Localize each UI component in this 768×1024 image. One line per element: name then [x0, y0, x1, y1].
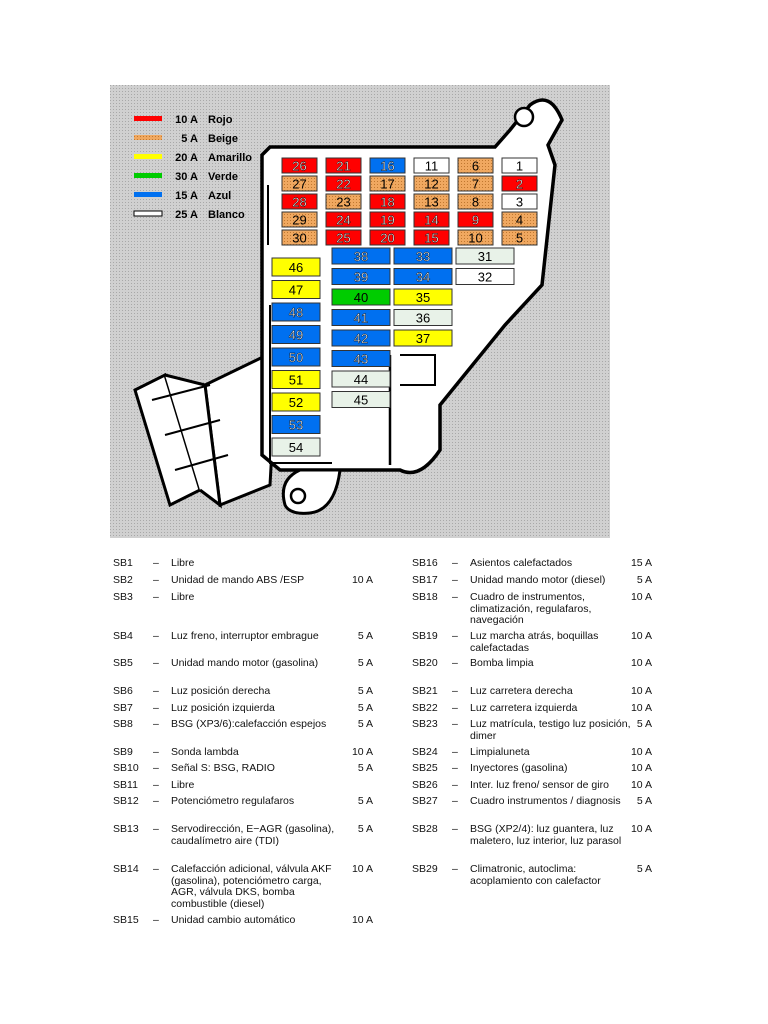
- fuse-number: 4: [515, 212, 524, 228]
- fuse-amperage: 10 A: [630, 591, 652, 603]
- fuse-description: Asientos calefactados: [470, 557, 573, 569]
- fuse-number: 1: [515, 158, 524, 174]
- fuse-code: SB11: [113, 779, 138, 791]
- fuse-description: Unidad cambio automático: [171, 914, 296, 926]
- legend-color-name: Rojo: [208, 114, 233, 126]
- fuse-code: SB22: [412, 702, 438, 714]
- fuse-amperage: 5 A: [636, 795, 652, 807]
- separator-dash: –: [153, 823, 159, 835]
- fuse-number: 3: [515, 194, 524, 210]
- fuse-number: 9: [471, 212, 480, 228]
- separator-dash: –: [153, 574, 159, 586]
- separator-dash: –: [153, 718, 159, 730]
- fuse-code: SB2: [113, 574, 133, 586]
- separator-dash: –: [153, 557, 159, 569]
- fuse-number: 39: [353, 269, 369, 285]
- fuse-number: 44: [353, 372, 369, 387]
- fuse-amperage: 10 A: [351, 574, 373, 586]
- fuse-code: SB18: [412, 591, 438, 603]
- fuse-number: 13: [424, 194, 439, 210]
- fuse-amperage: 5 A: [636, 863, 652, 875]
- fuse-number: 14: [424, 212, 439, 228]
- fuse-number: 28: [292, 194, 307, 210]
- fuse-amperage: 5 A: [357, 685, 373, 697]
- fuse-description: Calefacción adicional, válvula AKF (gasolina), potenciómetro carga, AGR, válvula DKS, bomba combustible (diesel): [171, 863, 332, 910]
- separator-dash: –: [452, 795, 458, 807]
- fuse-number: 16: [380, 158, 395, 174]
- fuse-code: SB16: [412, 557, 438, 569]
- fuse-number: 18: [380, 194, 395, 210]
- fuse-number: 45: [353, 392, 369, 408]
- fuse-number: 47: [288, 282, 304, 298]
- fuse-amperage: 5 A: [357, 823, 373, 835]
- fuse-number: 35: [415, 290, 431, 305]
- fuse-number: 29: [292, 212, 307, 228]
- fuse-amperage: 10 A: [351, 863, 373, 875]
- fuse-description: Bomba limpia: [470, 657, 534, 669]
- fuse-number: 15: [424, 230, 439, 246]
- separator-dash: –: [452, 591, 458, 603]
- separator-dash: –: [153, 914, 159, 926]
- fuse-description: Libre: [171, 591, 195, 603]
- separator-dash: –: [452, 657, 458, 669]
- legend-color-name: Verde: [208, 171, 238, 183]
- fuse-code: SB4: [113, 630, 133, 642]
- fuse-code: SB6: [113, 685, 133, 697]
- fuse-amperage: 5 A: [357, 762, 373, 774]
- fuse-description: Cuadro de instrumentos, climatización, regulafaros, navegación: [470, 591, 592, 626]
- fuse-number: 40: [353, 290, 369, 305]
- fuse-code: SB19: [412, 630, 438, 642]
- fuse-number: 26: [292, 158, 307, 174]
- fuse-description: Luz posición izquierda: [171, 702, 275, 714]
- fuse-number: 6: [471, 158, 480, 174]
- fuse-number: 51: [288, 372, 304, 388]
- fuse-code: SB7: [113, 702, 133, 714]
- separator-dash: –: [452, 779, 458, 791]
- fuse-amperage: 10 A: [630, 702, 652, 714]
- fuse-code: SB29: [412, 863, 438, 875]
- separator-dash: –: [153, 630, 159, 642]
- fuse-code: SB5: [113, 657, 133, 669]
- fuse-number: 11: [424, 158, 439, 174]
- fuse-description: Luz matrícula, testigo luz posición, dimer: [470, 718, 631, 742]
- fuse-number: 42: [353, 331, 369, 346]
- separator-dash: –: [153, 762, 159, 774]
- fuse-code: SB15: [113, 914, 139, 926]
- fuse-description: Inyectores (gasolina): [470, 762, 568, 774]
- fuse-description: Sonda lambda: [171, 746, 239, 758]
- fuse-code: SB20: [412, 657, 438, 669]
- separator-dash: –: [153, 685, 159, 697]
- separator-dash: –: [153, 702, 159, 714]
- separator-dash: –: [452, 702, 458, 714]
- fuse-description: Libre: [171, 557, 195, 569]
- fuse-code: SB8: [113, 718, 133, 730]
- fuse-code: SB10: [113, 762, 139, 774]
- fuse-amperage: 5 A: [357, 795, 373, 807]
- fuse-number: 24: [336, 212, 351, 228]
- fuse-number: 37: [415, 331, 431, 346]
- fuse-amperage: 10 A: [630, 746, 652, 758]
- fuse-number: 32: [477, 269, 493, 285]
- fuse-number: 36: [415, 310, 431, 326]
- fuse-number: 21: [336, 158, 351, 174]
- fuse-number: 49: [288, 327, 304, 343]
- fuse-amperage: 5 A: [636, 718, 652, 730]
- fuse-description: Unidad mando motor (gasolina): [171, 657, 319, 669]
- fuse-number: 7: [471, 176, 480, 192]
- fuse-description: Servodirección, E−AGR (gasolina), caudalímetro aire (TDI): [171, 823, 335, 847]
- fuse-number: 19: [380, 212, 395, 228]
- fuse-code: SB1: [113, 557, 133, 569]
- legend-amp: 25 A: [175, 209, 198, 221]
- fuse-code: SB17: [412, 574, 438, 586]
- separator-dash: –: [153, 779, 159, 791]
- separator-dash: –: [153, 591, 159, 603]
- fuse-description: BSG (XP2/4): luz guantera, luz maletero, luz interior, luz parasol: [470, 823, 622, 847]
- legend-color-name: Amarillo: [208, 152, 253, 164]
- fuse-number: 31: [477, 249, 493, 264]
- fuse-number: 2: [515, 176, 524, 192]
- fuse-amperage: 10 A: [630, 823, 652, 835]
- fuse-number: 17: [380, 176, 395, 192]
- fuse-number: 27: [292, 176, 307, 192]
- fuse-number: 25: [336, 230, 351, 246]
- fuse-number: 8: [471, 194, 480, 210]
- fuse-code: SB12: [113, 795, 139, 807]
- fuse-description: Luz carretera izquierda: [470, 702, 578, 714]
- fuse-amperage: 15 A: [630, 557, 652, 569]
- fuse-amperage: 10 A: [351, 746, 373, 758]
- fuse-number: 10: [468, 230, 483, 246]
- fuse-code: SB21: [412, 685, 438, 697]
- separator-dash: –: [452, 718, 458, 730]
- fuse-number: 48: [288, 305, 304, 320]
- fuse-description: Unidad de mando ABS /ESP: [171, 574, 305, 586]
- fuse-number: 38: [353, 249, 369, 264]
- fuse-number: 46: [288, 260, 304, 275]
- fuse-code: SB24: [412, 746, 438, 758]
- fuse-number: 20: [380, 230, 395, 246]
- separator-dash: –: [452, 863, 458, 875]
- legend-amp: 15 A: [175, 190, 198, 202]
- fuse-description: Climatronic, autoclima: acoplamiento con calefactor: [470, 863, 601, 887]
- fuse-code: SB3: [113, 591, 133, 603]
- fuse-description: Potenciómetro regulafaros: [171, 795, 295, 807]
- fuse-number: 33: [415, 249, 431, 264]
- fuse-amperage: 10 A: [630, 630, 652, 642]
- legend-amp: 10 A: [175, 114, 198, 126]
- fuse-code: SB23: [412, 718, 438, 730]
- fuse-code: SB9: [113, 746, 133, 758]
- legend-color-name: Beige: [208, 133, 238, 145]
- separator-dash: –: [452, 630, 458, 642]
- fuse-description: Cuadro instrumentos / diagnosis: [470, 795, 621, 807]
- legend-color-name: Azul: [208, 190, 232, 202]
- fuse-code: SB26: [412, 779, 438, 791]
- fuse-description: Luz carretera derecha: [470, 685, 573, 697]
- fuse-code: SB27: [412, 795, 438, 807]
- fuse-number: 12: [424, 176, 439, 192]
- fuse-number: 54: [288, 440, 304, 455]
- fuse-description: Señal S: BSG, RADIO: [171, 762, 275, 774]
- legend-amp: 30 A: [175, 171, 198, 183]
- fuse-description: Unidad mando motor (diesel): [470, 574, 606, 586]
- fuse-amperage: 5 A: [357, 702, 373, 714]
- fuse-amperage: 5 A: [357, 657, 373, 669]
- fuse-description: Libre: [171, 779, 195, 791]
- fuse-amperage: 5 A: [357, 630, 373, 642]
- fuse-number: 23: [336, 194, 351, 210]
- separator-dash: –: [452, 685, 458, 697]
- separator-dash: –: [452, 746, 458, 758]
- fuse-amperage: 10 A: [630, 762, 652, 774]
- fuse-description: Luz marcha atrás, boquillas calefactadas: [470, 630, 599, 654]
- fuse-description: Luz posición derecha: [171, 685, 271, 697]
- legend-amp: 20 A: [175, 152, 198, 164]
- fuse-number: 43: [353, 351, 369, 367]
- fuse-amperage: 10 A: [630, 657, 652, 669]
- separator-dash: –: [452, 762, 458, 774]
- fuse-amperage: 5 A: [636, 574, 652, 586]
- fuse-number: 5: [515, 230, 524, 246]
- fuse-description: BSG (XP3/6):calefacción espejos: [171, 718, 327, 730]
- fuse-number: 53: [288, 417, 304, 433]
- legend-amp: 5 A: [181, 133, 198, 145]
- fuse-amperage: 10 A: [630, 779, 652, 791]
- legend-color-name: Blanco: [208, 209, 245, 221]
- separator-dash: –: [452, 557, 458, 569]
- fuse-number: 41: [353, 310, 369, 326]
- fuse-amperage: 10 A: [351, 914, 373, 926]
- fuse-code: SB13: [113, 823, 139, 835]
- separator-dash: –: [153, 795, 159, 807]
- fuse-code: SB25: [412, 762, 438, 774]
- fuse-description: Inter. luz freno/ sensor de giro: [470, 779, 609, 791]
- separator-dash: –: [452, 574, 458, 586]
- fuse-description: Luz freno, interruptor embrague: [171, 630, 319, 642]
- fuse-code: SB28: [412, 823, 438, 835]
- fuse-number: 34: [415, 269, 431, 285]
- separator-dash: –: [153, 657, 159, 669]
- separator-dash: –: [452, 823, 458, 835]
- fuse-description: Limpialuneta: [470, 746, 530, 758]
- fuse-number: 50: [288, 350, 304, 365]
- fuse-code: SB14: [113, 863, 139, 875]
- separator-dash: –: [153, 746, 159, 758]
- fuse-amperage: 10 A: [630, 685, 652, 697]
- fuse-amperage: 5 A: [357, 718, 373, 730]
- fuse-number: 22: [336, 176, 351, 192]
- fuse-number: 30: [292, 230, 307, 246]
- fuse-number: 52: [288, 395, 304, 410]
- separator-dash: –: [153, 863, 159, 875]
